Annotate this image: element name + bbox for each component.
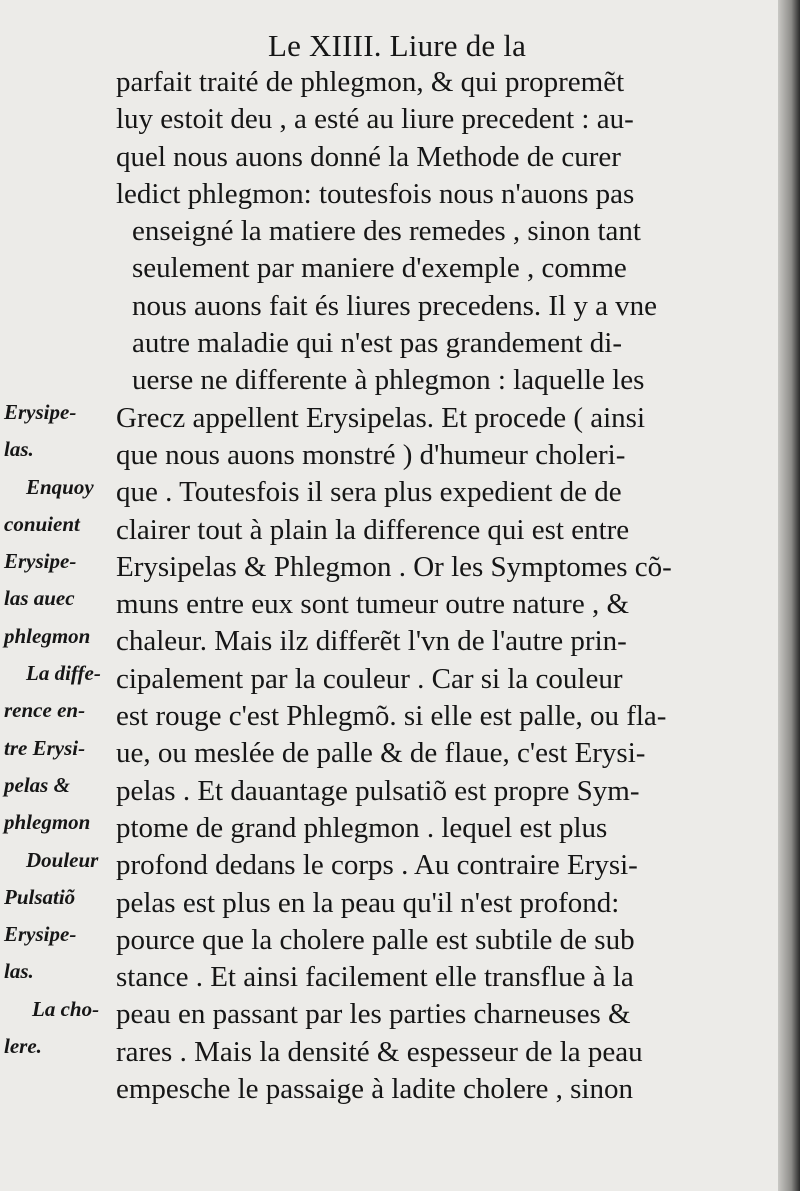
margin-note: La cho- bbox=[32, 996, 100, 1021]
text-line: pelas . Et dauantage pulsatiõ est propre Sym- bbox=[116, 774, 640, 807]
text-line: empesche le passaige à ladite cholere , sinon bbox=[116, 1073, 633, 1106]
text-line: cipalement par la couleur . Car si la couleur bbox=[116, 662, 623, 695]
margin-note: tre Erysi- bbox=[4, 735, 86, 760]
text-line: que nous auons monstré ) d'humeur choleri- bbox=[116, 438, 626, 471]
page-gutter-shadow bbox=[778, 0, 800, 1191]
text-line: nous auons fait és liures precedens. Il y a vne bbox=[132, 289, 658, 322]
text-line: est rouge c'est Phlegmõ. si elle est palle, ou fla- bbox=[116, 700, 667, 733]
margin-note: pelas & bbox=[4, 772, 70, 797]
margin-note: Pulsatiõ bbox=[4, 884, 76, 909]
text-line: ledict phlegmon: toutesfois nous n'auons pas bbox=[116, 177, 635, 210]
margin-note: phlegmon bbox=[4, 810, 91, 835]
margin-note: Douleur bbox=[26, 847, 99, 872]
text-line: enseigné la matiere des remedes , sinon tant bbox=[132, 215, 641, 248]
body-text bbox=[116, 64, 716, 1108]
text-line: que . Toutesfois il sera plus expedient de de bbox=[116, 476, 622, 509]
margin-note: La diffe- bbox=[26, 661, 101, 686]
text-line: chaleur. Mais ilz differẽt l'vn de l'autre prin- bbox=[116, 625, 627, 658]
text-line: uerse ne differente à phlegmon : laquelle les bbox=[132, 364, 645, 397]
text-line: clairer tout à plain la difference qui est entre bbox=[116, 513, 630, 546]
margin-note: phlegmon bbox=[4, 623, 91, 648]
margin-notes bbox=[4, 394, 124, 1065]
text-line: stance . Et ainsi facilement elle transflue à la bbox=[116, 961, 634, 994]
text-line: pelas est plus en la peau qu'il n'est profond: bbox=[116, 886, 620, 919]
margin-note: Erysipe- bbox=[4, 549, 77, 574]
text-line: rares . Mais la densité & espesseur de la peau bbox=[116, 1035, 643, 1068]
text-line: muns entre eux sont tumeur outre nature , & bbox=[116, 588, 630, 621]
text-line: profond dedans le corps . Au contraire Erysi- bbox=[116, 849, 638, 882]
margin-note: conuient bbox=[4, 511, 80, 536]
text-line: pource que la cholere palle est subtile de sub bbox=[116, 923, 635, 956]
text-line: autre maladie qui n'est pas grandement di- bbox=[132, 327, 622, 360]
margin-note: las auec bbox=[4, 586, 75, 611]
margin-note: las. bbox=[4, 959, 34, 984]
margin-note: Enquoy bbox=[26, 474, 94, 499]
text-line: Erysipelas & Phlegmon . Or les Symptomes cõ- bbox=[116, 550, 672, 583]
text-line: peau en passant par les parties charneuses & bbox=[116, 998, 631, 1031]
text-line: Grecz appellent Erysipelas. Et procede ( ainsi bbox=[116, 401, 646, 434]
text-line: seulement par maniere d'exemple , comme bbox=[132, 252, 627, 285]
text-line: luy estoit deu , a esté au liure precedent : au- bbox=[116, 103, 634, 136]
margin-note: lere. bbox=[4, 1034, 42, 1059]
text-line: parfait traité de phlegmon, & qui propremẽt bbox=[116, 66, 625, 98]
margin-note: Erysipe- bbox=[4, 922, 77, 947]
text-line: ue, ou meslée de palle & de flaue, c'est Erysi- bbox=[116, 737, 646, 770]
margin-note: las. bbox=[4, 437, 34, 462]
running-head: Le XIIII. Liure de la bbox=[268, 28, 527, 63]
margin-note: Erysipe- bbox=[4, 400, 77, 424]
margin-note: rence en- bbox=[4, 698, 86, 723]
text-line: quel nous auons donné la Methode de curer bbox=[116, 140, 621, 173]
text-line: ptome de grand phlegmon . lequel est plus bbox=[116, 811, 608, 844]
